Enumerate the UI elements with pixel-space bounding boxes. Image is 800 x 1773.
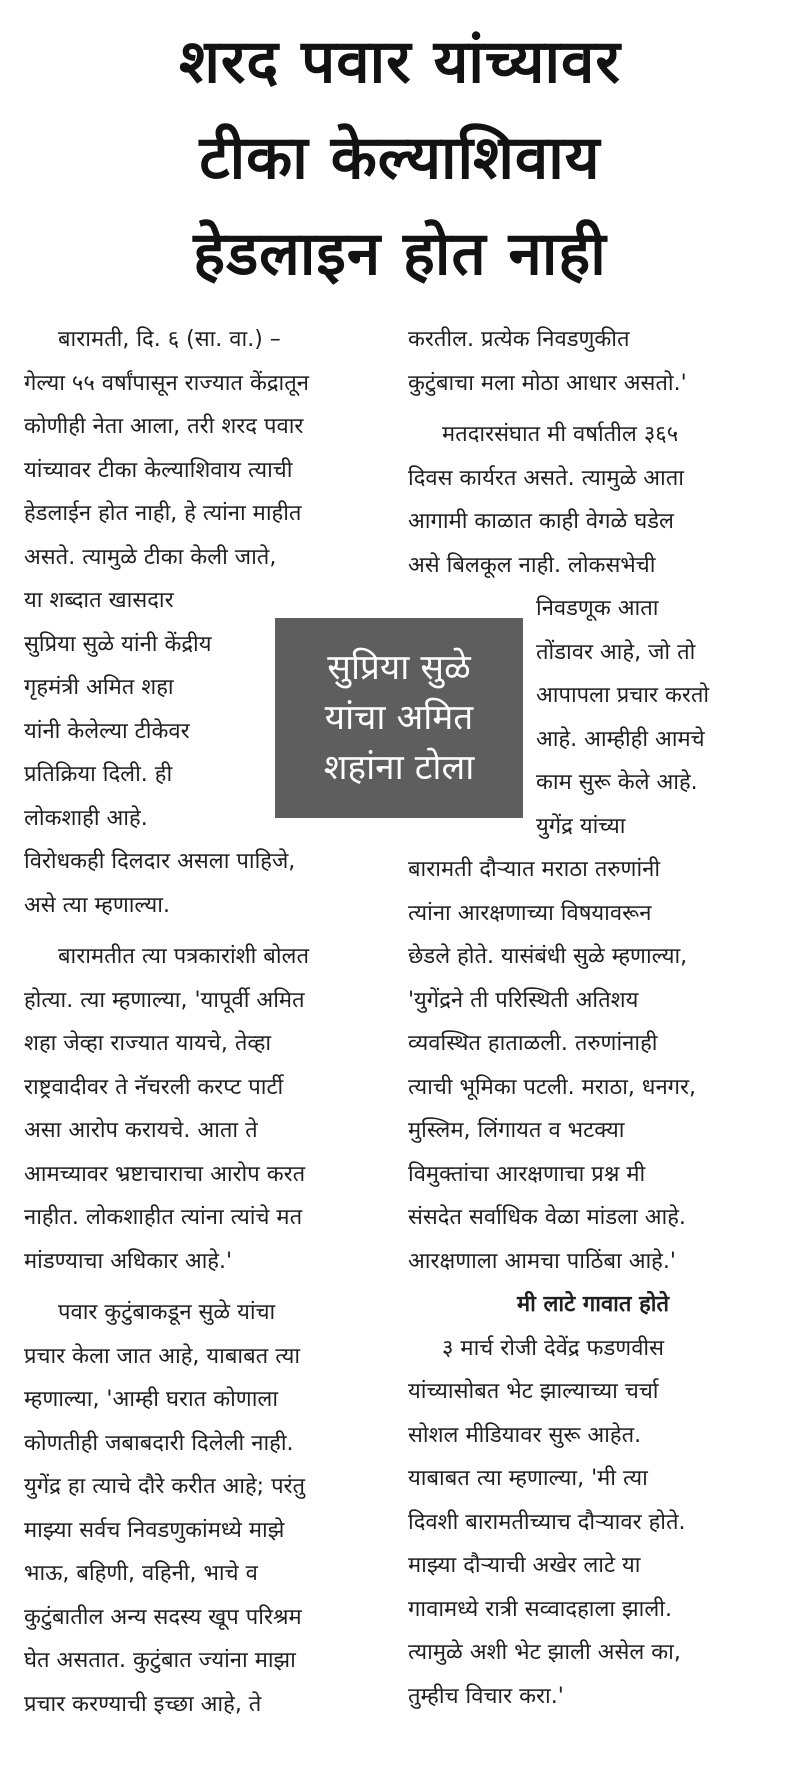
subheading: मी लाटे गावात होते: [516, 1292, 669, 1317]
pull-quote-line-1: सुप्रिया सुळे: [327, 648, 471, 688]
text-line: गेल्या ५५ वर्षांपासून राज्यात केंद्रातून: [24, 370, 309, 396]
text-line: याबाबत त्या म्हणाल्या, 'मी त्या: [408, 1466, 648, 1491]
text-line: 'युगेंद्रने ती परिस्थिती अतिशय: [408, 987, 639, 1013]
left-column: [24, 318, 384, 1726]
right-column: [408, 318, 778, 1718]
text-line: व्यवस्थित हाताळली. तरुणांनाही: [408, 1031, 658, 1056]
text-line: मुस्लिम, लिंगायत व भटक्या: [408, 1118, 625, 1143]
text-line: काम सुरू केले आहे.: [536, 770, 698, 795]
headline-line-2: टीका केल्याशिवाय: [199, 123, 601, 193]
text-line: आरक्षणाला आमचा पाठिंबा आहे.': [408, 1248, 676, 1274]
text-line: आहे. आम्हीही आमचे: [536, 726, 705, 752]
text-line: यांच्यासोबत भेट झाल्याच्या चर्चा: [408, 1379, 659, 1404]
text-line: यांच्यावर टीका केल्याशिवाय त्याची: [24, 457, 293, 483]
text-line: ३ मार्च रोजी देवेंद्र फडणवीस: [442, 1335, 664, 1361]
text-line: नाहीत. लोकशाहीत त्यांना त्यांचे मत: [24, 1205, 303, 1230]
pull-quote-line-2: यांचा अमित: [324, 698, 474, 738]
text-line: कोणतीही जबाबदारी दिलेली नाही.: [24, 1430, 294, 1456]
text-line: घेत असतात. कुटुंबात ज्यांना माझा: [24, 1648, 296, 1673]
text-line: मतदारसंघात मी वर्षातील ३६५: [442, 422, 679, 447]
text-line: गृहमंत्री अमित शहा: [24, 675, 174, 700]
text-line: असे बिलकूल नाही. लोकसभेची: [408, 552, 656, 578]
text-line: म्हणाल्या, 'आम्ही घरात कोणाला: [24, 1387, 279, 1412]
text-line: माझ्या सर्वच निवडणुकांमध्ये माझे: [24, 1517, 285, 1543]
text-line: निवडणूक आता: [536, 596, 659, 621]
text-line: तोंडावर आहे, जो तो: [536, 639, 696, 665]
text-line: असा आरोप करायचे. आता ते: [24, 1118, 258, 1143]
text-line: दिवशी बारामतीच्याच दौऱ्यावर होते.: [408, 1509, 686, 1535]
text-line: त्याची भूमिका पटली. मराठा, धनगर,: [408, 1074, 697, 1100]
text-line: या शब्दात खासदार: [24, 588, 174, 613]
text-line: असे त्या म्हणाल्या.: [24, 892, 170, 918]
headline-line-3: हेडलाइन होत नाही: [193, 219, 607, 289]
text-line: छेडले होते. यासंबंधी सुळे म्हणाल्या,: [408, 944, 688, 969]
pull-quote-line-3: शहांना टोला: [323, 748, 475, 788]
text-line: गावामध्ये रात्री सव्वादहाला झाली.: [408, 1596, 672, 1622]
headline-line-1: शरद पवार यांच्यावर: [179, 27, 621, 97]
text-line: कोणीही नेता आला, तरी शरद पवार: [24, 414, 304, 439]
text-line: प्रतिक्रिया दिली. ही: [24, 762, 173, 787]
text-line: राष्ट्रवादीवर ते नॅचरली करप्ट पार्टी: [24, 1074, 284, 1100]
text-line: कुटुंबाचा मला मोठा आधार असतो.': [408, 370, 687, 396]
pull-quote-box: [275, 618, 523, 818]
text-line: विरोधकही दिलदार असला पाहिजे,: [24, 849, 296, 874]
text-line: बारामती, दि. ६ (सा. वा.) –: [58, 327, 281, 352]
text-line: सुप्रिया सुळे यांनी केंद्रीय: [24, 631, 212, 657]
text-line: त्यांना आरक्षणाच्या विषयावरून: [408, 900, 652, 926]
text-line: युगेंद्र यांच्या: [536, 813, 626, 839]
text-line: प्रचार करण्याची इच्छा आहे, ते: [24, 1691, 262, 1717]
text-line: आपापला प्रचार करतो: [536, 683, 710, 708]
text-line: बारामतीत त्या पत्रकारांशी बोलत: [58, 944, 310, 969]
text-line: आमच्यावर भ्रष्टाचाराचा आरोप करत: [24, 1161, 306, 1187]
text-line: प्रचार केला जात आहे, याबाबत त्या: [24, 1343, 301, 1369]
text-line: विमुक्तांचा आरक्षणाचा प्रश्न मी: [408, 1161, 646, 1187]
text-line: बारामती दौऱ्यात मराठा तरुणांनी: [408, 857, 661, 882]
text-line: कुटुंबातील अन्य सदस्य खूप परिश्रम: [24, 1604, 302, 1630]
text-line: माझ्या दौऱ्याची अखेर लाटे या: [408, 1553, 641, 1578]
text-line: भाऊ, बहिणी, वहिनी, भाचे व: [24, 1561, 258, 1586]
text-line: संसदेत सर्वाधिक वेळा मांडला आहे.: [408, 1205, 686, 1230]
text-line: पवार कुटुंबाकडून सुळे यांचा: [58, 1300, 276, 1325]
text-line: त्यामुळे अशी भेट झाली असेल का,: [408, 1640, 681, 1665]
headline: [0, 14, 800, 302]
text-line: दिवस कार्यरत असते. त्यामुळे आता: [408, 465, 684, 491]
text-line: युगेंद्र हा त्याचे दौरे करीत आहे; परंतु: [24, 1474, 306, 1499]
text-line: करतील. प्रत्येक निवडणुकीत: [408, 327, 630, 352]
text-line: लोकशाही आहे.: [24, 805, 148, 831]
text-line: यांनी केलेल्या टीकेवर: [24, 718, 190, 744]
text-line: असते. त्यामुळे टीका केली जाते,: [24, 544, 277, 570]
text-line: सोशल मीडियावर सुरू आहेत.: [408, 1422, 642, 1448]
text-line: हेडलाईन होत नाही, हे त्यांना माहीत: [24, 501, 302, 526]
text-line: मांडण्याचा अधिकार आहे.': [24, 1248, 233, 1274]
text-line: आगामी काळात काही वेगळे घडेल: [408, 509, 674, 534]
text-line: होत्या. त्या म्हणाल्या, 'यापूर्वी अमित: [24, 987, 305, 1013]
text-line: शहा जेव्हा राज्यात यायचे, तेव्हा: [24, 1031, 272, 1056]
text-line: तुम्हीच विचार करा.': [408, 1683, 564, 1709]
